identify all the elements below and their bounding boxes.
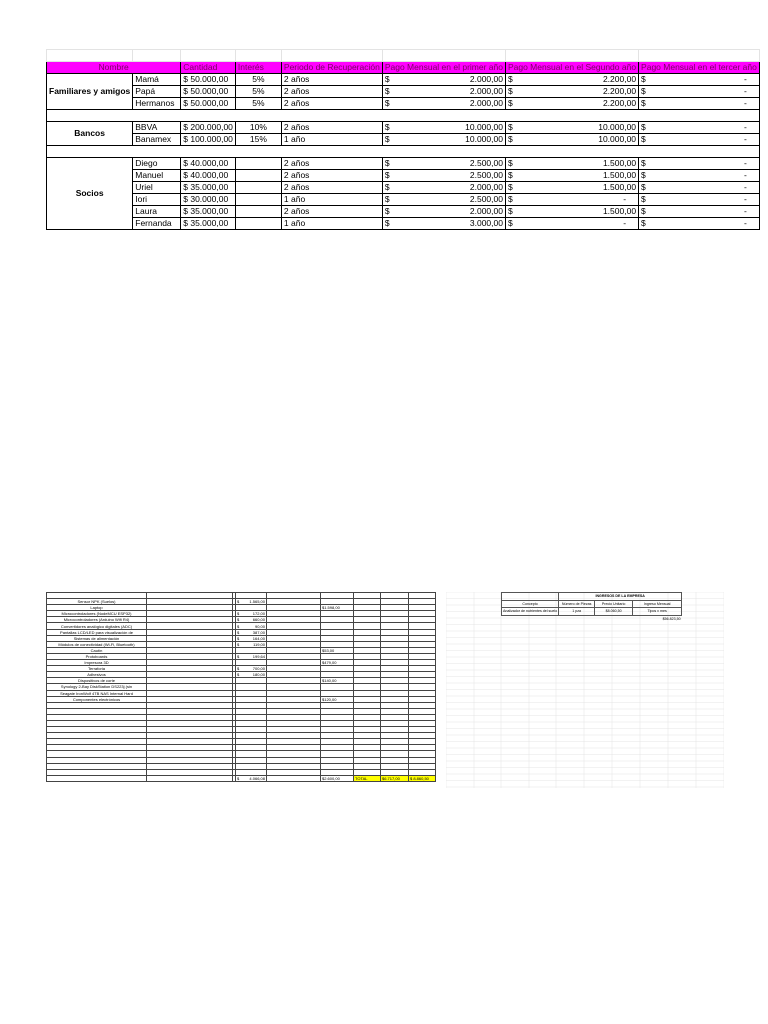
income-cell: Tipos x mes [633, 608, 682, 616]
currency-symbol: $ [507, 194, 513, 204]
monthly-payment-p1 [382, 134, 505, 146]
lender-name: Diego [133, 158, 181, 170]
interest-rate [235, 182, 281, 194]
payment-value: - [743, 194, 747, 204]
expense-label: Terraforia [47, 666, 147, 672]
group-label: Familiares y amigos [47, 74, 133, 110]
payment-value: - [743, 74, 747, 84]
monthly-payment-p3 [639, 158, 760, 170]
group-label: Socios [47, 158, 133, 230]
header-cell: Periodo de Recuperación [281, 62, 382, 74]
loan-row [47, 86, 760, 98]
currency-symbol: $ [641, 134, 646, 144]
monthly-payment-p2 [505, 158, 638, 170]
recovery-period: 1 año [281, 194, 382, 206]
currency-symbol: $ [507, 182, 513, 192]
expense-label: Microcontroladores (NodeMCU ESP32) [47, 611, 147, 617]
payment-value: - [623, 194, 627, 204]
header-cell: Pago Mensual en el Segundo año [505, 62, 638, 74]
loan-row [47, 74, 760, 86]
header-cell: Pago Mensual en el primer año [382, 62, 505, 74]
blank-row [47, 50, 760, 62]
payment-value: 2.200,00 [602, 74, 637, 84]
cost-value: 172,00 [252, 611, 265, 617]
monthly-payment-p2 [505, 134, 638, 146]
expense-label: Seagate IronWolf 4TB NAS Internal Hard [47, 690, 147, 696]
income-header: Número de Piezas [559, 600, 595, 608]
payment-value: - [743, 182, 747, 192]
currency-symbol: $ [641, 170, 646, 180]
expense-label: Protoboards [47, 653, 147, 659]
loan-row [47, 194, 760, 206]
monthly-payment-p3 [639, 182, 760, 194]
income-row [502, 608, 682, 616]
expense-label: Laptop [47, 605, 147, 611]
loan-amount: $ 40.000,00 [181, 170, 236, 182]
monthly-payment-p1 [382, 98, 505, 110]
loan-amount: $ 35.000,00 [181, 218, 236, 230]
income-header: Concepto [502, 600, 559, 608]
currency-symbol: $ [237, 641, 240, 647]
monthly-payment-p1 [382, 182, 505, 194]
payment-value: - [743, 158, 747, 168]
header-cell: Pago Mensual en el tercer año [639, 62, 760, 74]
recovery-period: 2 años [281, 170, 382, 182]
loan-amount: $ 50.000,00 [181, 98, 236, 110]
payment-value: 2.000,00 [469, 74, 503, 84]
loan-row [47, 182, 760, 194]
payment-value: - [743, 218, 747, 228]
monthly-payment-p1 [382, 218, 505, 230]
currency-symbol: $ [384, 218, 390, 228]
total-equipment: $2.600,00 [321, 775, 354, 781]
payment-value: 10.000,00 [465, 122, 503, 132]
lender-name: Papá [133, 86, 181, 98]
payment-value: 1.500,00 [602, 170, 637, 180]
interest-rate: 5% [235, 86, 281, 98]
monthly-payment-p3 [639, 122, 760, 134]
currency-symbol: $ [641, 194, 646, 204]
expense-label: Microcontroladores (Arduino Wifi R4) [47, 617, 147, 623]
loan-row [47, 206, 760, 218]
currency-symbol: $ [641, 74, 646, 84]
currency-symbol: $ [641, 158, 646, 168]
payment-value: 1.500,00 [602, 158, 637, 168]
loan-amount: $ 30.000,00 [181, 194, 236, 206]
recovery-period: 2 años [281, 158, 382, 170]
blank-cell [505, 50, 638, 62]
currency-symbol: $ [641, 86, 646, 96]
cost-value: 164,00 [252, 635, 265, 641]
loan-row [47, 134, 760, 146]
interest-rate [235, 206, 281, 218]
recovery-period: 2 años [281, 86, 382, 98]
currency-symbol: $ [384, 170, 390, 180]
currency-symbol: $ [237, 635, 240, 641]
loan-amount: $ 200.000,00 [181, 122, 236, 134]
loan-row [47, 122, 760, 134]
expense-label: Pantallas LCD/LED para visualización de [47, 629, 147, 635]
equipment-cost: $1.598,00 [321, 605, 354, 611]
currency-symbol: $ [641, 218, 646, 228]
payment-value: - [743, 134, 747, 144]
monthly-payment-p2 [505, 170, 638, 182]
currency-symbol: $ [641, 98, 646, 108]
payment-value: 2.000,00 [469, 98, 503, 108]
monthly-payment-p2 [505, 98, 638, 110]
monthly-payment-p1 [382, 170, 505, 182]
total-cost-value: 4.066,08 [249, 775, 265, 781]
income-header-row [502, 600, 682, 608]
payment-value: 2.500,00 [469, 194, 503, 204]
expense-label: Sistemas de alimentación [47, 635, 147, 641]
monthly-payment-p1 [382, 158, 505, 170]
loan-row [47, 170, 760, 182]
blank-cell [267, 775, 321, 781]
payment-value: 2.200,00 [602, 98, 637, 108]
grand-total-2: $ 8.860,50 [409, 775, 436, 781]
payment-value: - [743, 98, 747, 108]
loan-amount: $ 35.000,00 [181, 182, 236, 194]
currency-symbol: $ [507, 158, 513, 168]
monthly-payment-p1 [382, 86, 505, 98]
currency-symbol: $ [507, 98, 513, 108]
equipment-cost: $53,00 [321, 647, 354, 653]
expense-label: Sensor NPK (Suelos) [47, 599, 147, 605]
equipment-cost: $479,00 [321, 660, 354, 666]
payment-value: - [743, 86, 747, 96]
monthly-payment-p2 [505, 86, 638, 98]
interest-rate [235, 170, 281, 182]
currency-symbol: $ [237, 672, 240, 678]
spacer-row [47, 110, 760, 122]
recovery-period: 2 años [281, 182, 382, 194]
payment-value: 1.500,00 [602, 182, 637, 192]
currency-symbol: $ [384, 194, 390, 204]
lender-name: Manuel [133, 170, 181, 182]
income-header: Precio Unitario [595, 600, 633, 608]
equipment-cost: $120,00 [321, 696, 354, 702]
income-header: Ingreso Mensual [633, 600, 682, 608]
income-cell: $8.060,50 [595, 608, 633, 616]
payment-value: 2.500,00 [469, 158, 503, 168]
spacer-row [47, 146, 760, 158]
loan-amount: $ 50.000,00 [181, 86, 236, 98]
grand-total-1: $6.717,00 [381, 775, 409, 781]
lender-name: Fernanda [133, 218, 181, 230]
currency-symbol: $ [384, 98, 390, 108]
expense-label: Synology 2-Bay DiskStation DS223j (sin [47, 684, 147, 690]
expenses-table [46, 592, 436, 782]
currency-symbol: $ [237, 653, 240, 659]
interest-rate [235, 194, 281, 206]
monthly-payment-p2 [505, 74, 638, 86]
interest-rate: 10% [235, 122, 281, 134]
currency-symbol: $ [237, 599, 240, 605]
header-cell: Cantidad [181, 62, 236, 74]
cost-value: 387,00 [252, 629, 265, 635]
payment-value: 2.000,00 [469, 86, 503, 96]
payment-value: - [743, 206, 747, 216]
blank-cell [235, 50, 281, 62]
loan-amount: $ 50.000,00 [181, 74, 236, 86]
monthly-payment-p3 [639, 134, 760, 146]
monthly-payment-p1 [382, 122, 505, 134]
expense-label: Impresora 3D [47, 660, 147, 666]
payment-value: 2.200,00 [602, 86, 637, 96]
payment-value: 10.000,00 [598, 134, 637, 144]
lender-name: Uriel [133, 182, 181, 194]
payment-value: - [743, 170, 747, 180]
monthly-payment-p1 [382, 74, 505, 86]
currency-symbol: $ [507, 206, 513, 216]
lender-name: Laura [133, 206, 181, 218]
expense-label: Cautín [47, 647, 147, 653]
lender-name: BBVA [133, 122, 181, 134]
currency-symbol: $ [237, 629, 240, 635]
cost-value: 119,00 [253, 641, 265, 647]
loan-table [46, 49, 760, 230]
payment-value: - [743, 122, 747, 132]
total-label: TOTAL [354, 775, 381, 781]
spacer-cell [47, 146, 760, 158]
interest-rate: 5% [235, 98, 281, 110]
currency-symbol: $ [384, 74, 390, 84]
currency-symbol: $ [507, 86, 513, 96]
recovery-period: 2 años [281, 122, 382, 134]
interest-rate [235, 158, 281, 170]
total-cost [236, 775, 267, 781]
recovery-period: 1 año [281, 218, 382, 230]
currency-symbol: $ [641, 206, 646, 216]
blank-cell [147, 775, 233, 781]
recovery-period: 1 año [281, 134, 382, 146]
recovery-period: 2 años [281, 98, 382, 110]
income-title: INGRESOS DE LA EMPRESA [559, 593, 682, 601]
header-cell: Interés [235, 62, 281, 74]
blank-cell [133, 50, 181, 62]
payment-value: 10.000,00 [598, 122, 637, 132]
currency-symbol: $ [507, 170, 513, 180]
blank-cell [47, 50, 133, 62]
loan-amount: $ 40.000,00 [181, 158, 236, 170]
currency-symbol: $ [641, 182, 646, 192]
monthly-payment-p3 [639, 218, 760, 230]
group-label: Bancos [47, 122, 133, 146]
currency-symbol: $ [384, 134, 390, 144]
payment-value: 2.000,00 [469, 206, 503, 216]
currency-symbol: $ [237, 775, 240, 781]
cost-value: 199,64 [252, 653, 265, 659]
monthly-payment-p3 [639, 86, 760, 98]
interest-rate: 15% [235, 134, 281, 146]
lender-name: Mamá [133, 74, 181, 86]
cost-value: 90,00 [254, 623, 265, 629]
header-cell: Nombre [47, 62, 181, 74]
payment-value: 10.000,00 [465, 134, 503, 144]
expense-label: Módulos de conectividad (Wi-Fi, Bluetooth) [47, 641, 147, 647]
loan-amount: $ 35.000,00 [181, 206, 236, 218]
currency-symbol: $ [641, 122, 646, 132]
cost-value: 180,00 [252, 672, 265, 678]
currency-symbol: $ [384, 122, 390, 132]
payment-value: 3.000,00 [469, 218, 503, 228]
payment-value: 2.500,00 [469, 170, 503, 180]
lender-name: Iori [133, 194, 181, 206]
currency-symbol: $ [384, 206, 390, 216]
lender-name: Banamex [133, 134, 181, 146]
monthly-payment-p2 [505, 122, 638, 134]
blank-cell [639, 50, 760, 62]
payment-value: 1.500,00 [602, 206, 637, 216]
recovery-period: 2 años [281, 74, 382, 86]
loan-row [47, 98, 760, 110]
expense-label: Convertidores analógico digitales (ADC) [47, 623, 147, 629]
income-cell: 1 pza [559, 608, 595, 616]
monthly-payment-p3 [639, 170, 760, 182]
blank-cell [382, 50, 505, 62]
currency-symbol: $ [507, 122, 513, 132]
loan-row [47, 218, 760, 230]
monthly-payment-p2 [505, 182, 638, 194]
currency-symbol: $ [237, 623, 240, 629]
currency-symbol: $ [384, 158, 390, 168]
currency-symbol: $ [507, 134, 513, 144]
currency-symbol: $ [237, 611, 240, 617]
monthly-payment-p3 [639, 194, 760, 206]
expense-label: Adhesivos [47, 672, 147, 678]
loan-amount: $ 100.000,00 [181, 134, 236, 146]
expense-label: Componentes electrónicos [47, 696, 147, 702]
interest-rate [235, 218, 281, 230]
income-table [501, 592, 682, 622]
monthly-payment-p2 [505, 206, 638, 218]
income-extra: $56.823,50 [662, 616, 681, 621]
blank-cell [181, 50, 236, 62]
currency-symbol: $ [237, 617, 240, 623]
currency-symbol: $ [384, 86, 390, 96]
income-cell: Analizador de nutrientes del suelo [503, 609, 558, 614]
recovery-period: 2 años [281, 206, 382, 218]
monthly-payment-p3 [639, 98, 760, 110]
monthly-payment-p2 [505, 194, 638, 206]
blank-cell [47, 775, 147, 781]
monthly-payment-p3 [639, 206, 760, 218]
cost-value: 660,00 [252, 617, 265, 623]
expense-label: Dispositivos de corte [47, 678, 147, 684]
payment-value: 2.000,00 [469, 182, 503, 192]
monthly-payment-p3 [639, 74, 760, 86]
loan-row [47, 158, 760, 170]
currency-symbol: $ [507, 74, 513, 84]
interest-rate: 5% [235, 74, 281, 86]
equipment-cost: $140,00 [321, 678, 354, 684]
cost-value: 1.565,00 [249, 599, 265, 605]
currency-symbol: $ [237, 666, 240, 672]
monthly-payment-p2 [505, 218, 638, 230]
spacer-cell [47, 110, 760, 122]
monthly-payment-p1 [382, 194, 505, 206]
payment-value: - [623, 218, 627, 228]
monthly-payment-p1 [382, 206, 505, 218]
blank-cell [281, 50, 382, 62]
currency-symbol: $ [507, 218, 513, 228]
cost-value: 700,00 [252, 666, 265, 672]
header-row [47, 62, 760, 74]
lender-name: Hermanos [133, 98, 181, 110]
currency-symbol: $ [384, 182, 390, 192]
total-row [47, 775, 436, 781]
